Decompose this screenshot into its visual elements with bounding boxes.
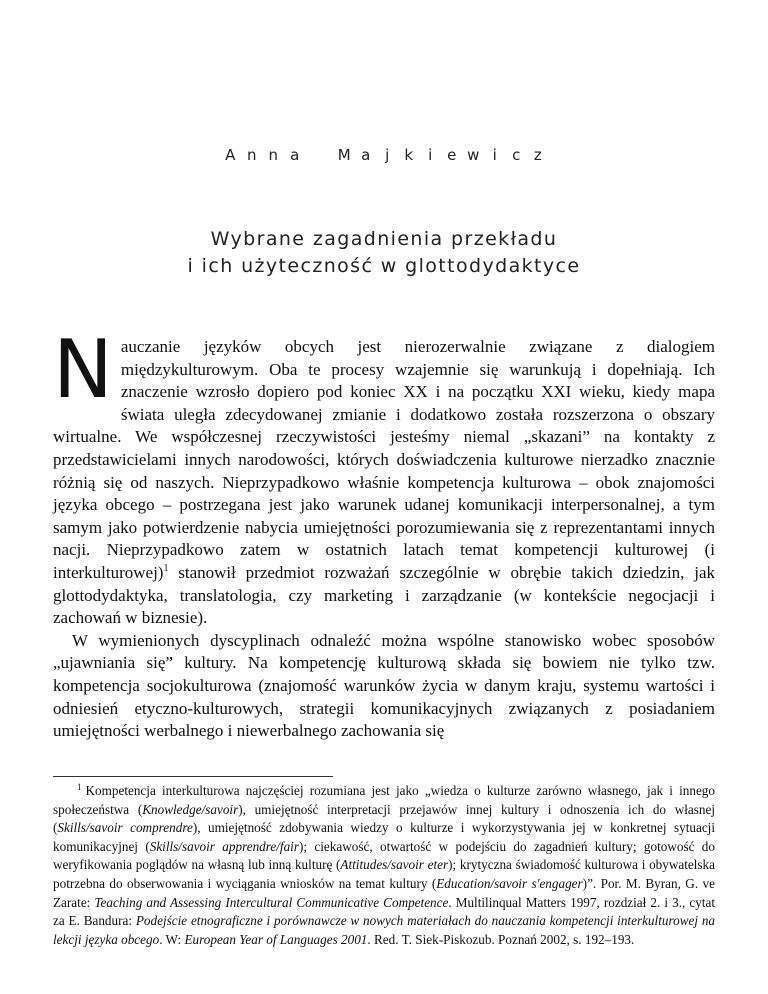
drop-cap: N	[53, 323, 113, 416]
footnote-text: . Red. T. Siek-Piskozub. Poznań 2002, s. 192–193.	[367, 931, 635, 947]
footnote-italic: Skills/savoir comprendre	[57, 820, 193, 836]
title-line-1: Wybrane zagadnienia przekładu	[210, 228, 558, 250]
body-text	[53, 323, 715, 743]
title-line-2: i ich użyteczność w glottodydaktyce	[187, 255, 581, 277]
footnote-number: 1	[77, 782, 82, 792]
footnote-italic: Knowledge/savoir	[142, 801, 239, 817]
footnote-text: )”. Por. M. Byran, G. ve Zarate:	[53, 875, 715, 910]
author-name	[0, 146, 768, 164]
footnote-text: ); krytyczna świadomość kulturowa i obywatelska potrzebna do obserwowania i wyciągania wniosków na temat kultury (	[53, 857, 715, 891]
footnote	[53, 782, 715, 949]
footnote-text: . Multilinqual Matters 1997, rozdział 2. i 3., cytat za E. Bandura:	[53, 894, 715, 929]
footnote-italic: Attitudes/savoir eter	[340, 857, 449, 873]
footnote-italic: Education/savoir s'engager	[436, 875, 583, 891]
footnote-italic: Podejście etnograficzne i porównawcze w nowych materiałach do nauczania kompetencji interkulturowej na lekcji języka obcego	[53, 913, 716, 947]
footnote-italic: Teaching and Assessing Intercultural Communicative Competence	[94, 894, 449, 910]
paragraph-2: W wymienionych dyscyplinach odnaleźć można wspólne stanowisko wobec sposobów „ujawniania się” kultury. Na kompetencję kulturową składa się bowiem nie tylko tzw. kompetencja socjokulturowa (znajomość warunków życia w danym kraju, systemu wartości i odniesień etyczno-kulturowych, strategii komunikacyjnych związanych z posiadaniem umiejętności werbalnego i niewerbalnego zachowania się	[53, 630, 715, 741]
footnote-text: ); ciekawość, otwartość w podejściu do zagadnień kultury; gotowość do weryfikowania poglądów na własną lub inną kulturę (	[53, 838, 715, 873]
footnote-separator	[53, 776, 333, 777]
author-last-name: M a j k i e w i c z	[337, 146, 542, 164]
footnote-text: ), umiejętność interpretacji przejawów innej kultury i odnoszenia ich do własnej (	[53, 801, 715, 836]
footnote-reference: 1	[163, 562, 169, 574]
footnote-text: ), umiejętność zdobywania wiedzy o kulturze i wykorzystywania jej w konkretnej sytuacji komunikacyjnej (	[53, 820, 715, 854]
footnote-italic: Skills/savoir apprendre/fair	[149, 838, 299, 854]
author-first-name: A n n a	[225, 146, 300, 164]
footnote-text: . W:	[159, 931, 185, 947]
footnote-italic: European Year of Languages 2001	[184, 931, 368, 947]
paragraph-1	[53, 323, 715, 630]
article-title	[0, 226, 768, 280]
footnote-text: Kompetencja interkulturowa najczęściej rozumiana jest jako „wiedza o kulturze zarówno własnego, jak i innego społeczeństwa (	[53, 783, 715, 817]
paragraph-1-text-b: stanowił przedmiot rozważań szczególnie w obrębie takich dziedzin, jak glottodydaktyka, translatologia, czy marketing i zarządzanie (w kontekście negocjacji i zachowań w biznesie).	[53, 562, 715, 628]
paragraph-1-text-a: auczanie języków obcych jest nierozerwalnie związane z dialogiem międzykulturowym. Oba te procesy wzajemnie się warunkują i dopełniają. Ich znaczenie wzrosło dopiero pod koniec XX i na początku XXI wieku, kiedy mapa świata uległa zdecydowanej zmianie i dodatkowo została rozszerzona o obszary wirtualne. We współczesnej rzeczywistości jesteśmy niemal „skazani” na kontakty z przedstawicielami innych narodowości, których doświadczenia kulturowe nierzadko znacznie różnią się od naszych. Nieprzypadkowo właśnie kompetencja kulturowa – obok znajomości języka obcego – postrzegana jest jako warunek udanej komunikacji interpersonalnej, a tym samym jako potwierdzenie nabycia umiejętności porozumiewania się z reprezentantami innych nacji. Nieprzypadkowo zatem w ostatnich latach temat kompetencji kulturowej (i interkulturowej)	[53, 337, 715, 582]
